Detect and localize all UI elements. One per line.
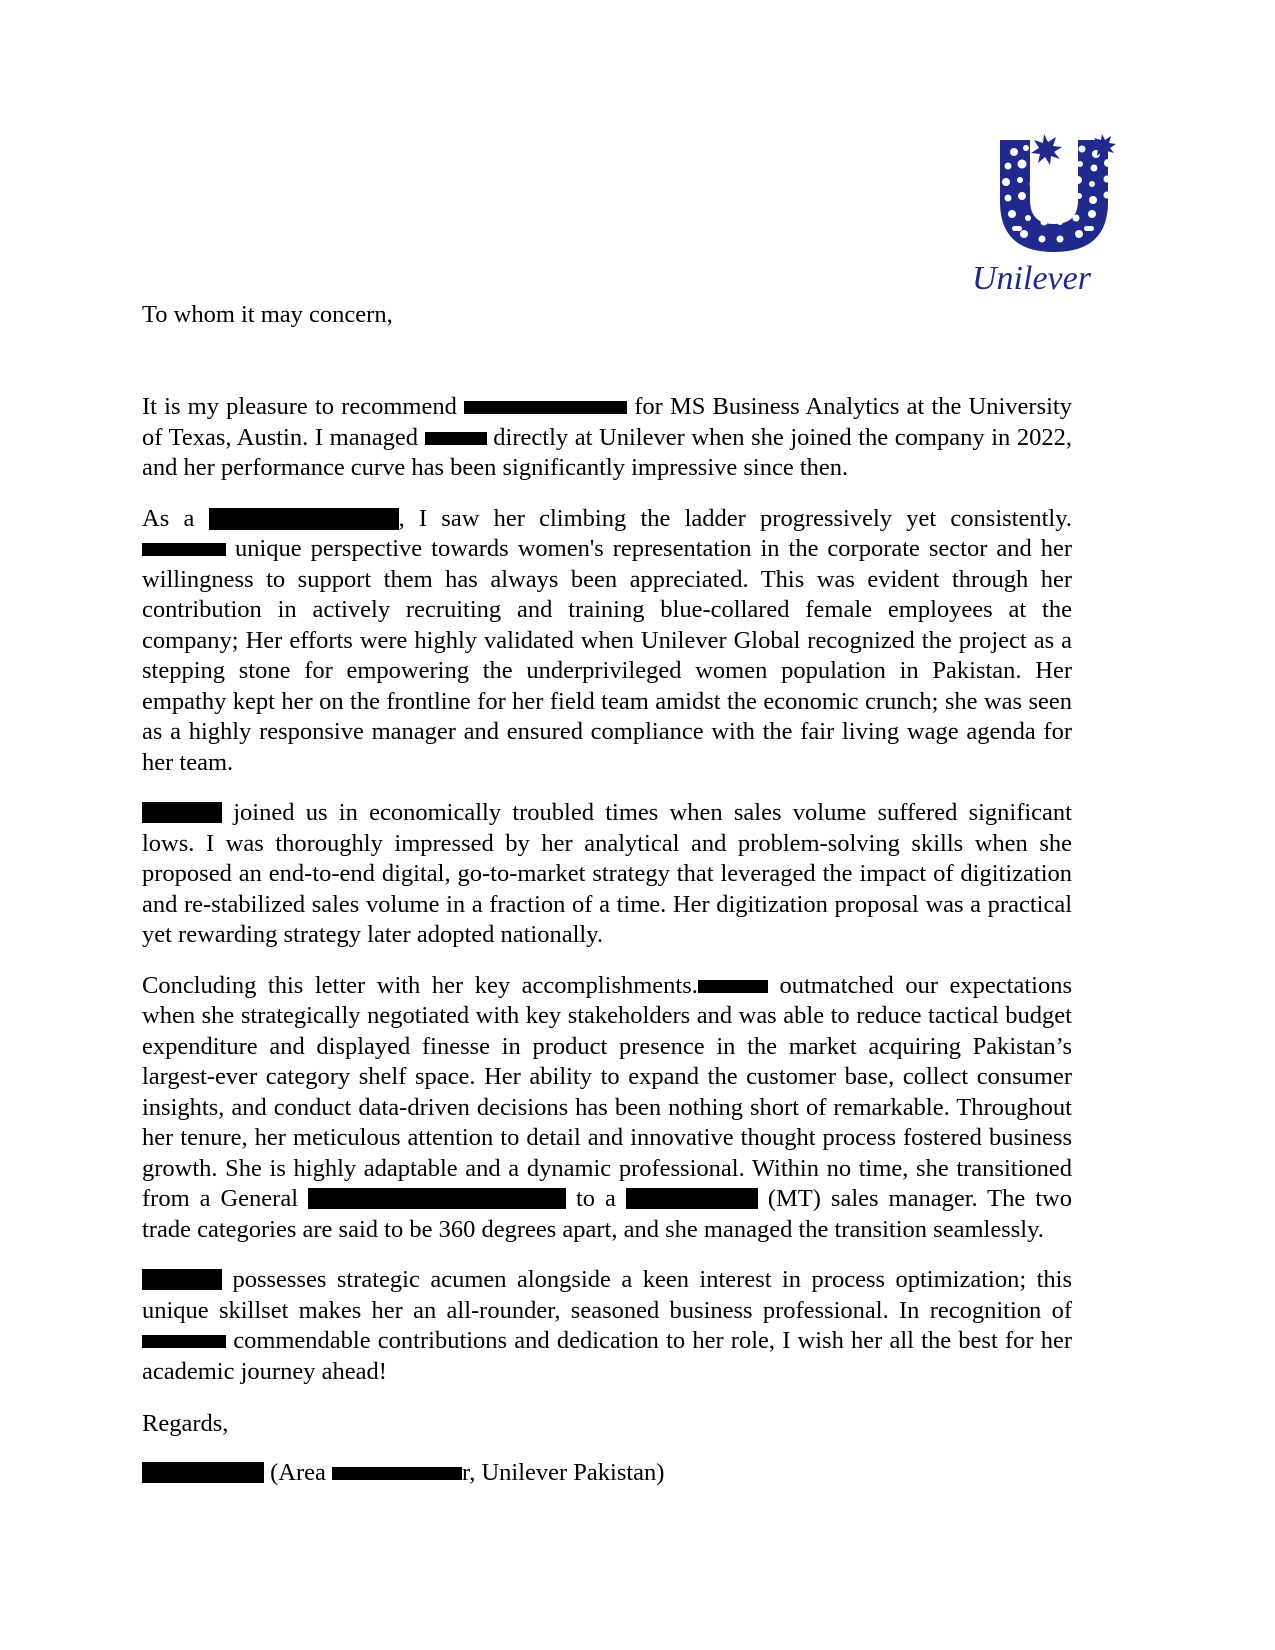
redaction-candidate-name-4 [698,980,768,993]
p4-segment-3: to a [565,1185,626,1212]
paragraph-1 [142,392,1072,484]
redaction-signer-role [332,1467,462,1480]
p4-segment-4: (MT) sales manager. The two trade categories are said to be 360 degrees apart, and she managed the transition seamlessly. [142,1185,1072,1243]
p1-segment-3: directly at Unilever when she joined the company in 2022, and her performance curve has been significantly impressive since then. [142,423,1072,481]
signature-line [142,1458,1072,1489]
p2-segment-2: , I saw her climbing the ladder progressively yet consistently. [398,504,1072,532]
salutation: To whom it may concern, [142,301,393,328]
svg-text:Unilever: Unilever [972,260,1091,297]
redaction-candidate-possessive [142,543,226,556]
redaction-signer-name [142,1462,264,1483]
p2-segment-3: unique perspective towards women's representation in the corporate sector and her willingness to support them has always been appreciated. This was evident through her contribution in actively recruiting and training blue-collared female employees at the company; Her efforts were highly validated when Unilever Global recognized the project as a stepping stone for empowering the underprivileged women population in Pakistan. Her empathy kept her on the frontline for her field team amidst the economic crunch; she was seen as a highly responsive manager and ensured compliance with the fair living wage agenda for her team. [142,535,1072,776]
redaction-author-title [209,508,399,530]
paragraph-5 [142,1265,1072,1387]
letter-body [142,300,1072,1488]
signature-segment-1: (Area [264,1458,333,1486]
p3-segment-1: joined us in economically troubled times when sales volume suffered significant lows. I was thoroughly impressed by her analytical and problem-solving skills when she proposed an end-to-end digital, go-to-market strategy that leveraged the impact of digitization and re-stabilized sales volume in a fraction of a time. Her digitization proposal was a practical yet rewarding strategy later adopted nationally. [142,799,1072,948]
paragraph-3 [142,798,1072,951]
p1-segment-1: It is my pleasure to recommend [142,393,465,420]
redaction-candidate-possessive-2 [142,1335,226,1348]
p5-segment-2: commendable contributions and dedication to her role, I wish her all the best for her academic journey ahead! [142,1327,1072,1385]
unilever-u-logo-icon [984,132,1124,260]
p5-segment-1: possesses strategic acumen alongside a keen interest in process optimization; this unique skillset makes her an all-rounder, seasoned business professional. In recognition of [142,1266,1072,1324]
redaction-candidate-name [464,401,627,414]
p4-segment-2: outmatched our expectations when she strategically negotiated with key stakeholders and was able to reduce tactical budget expenditure and displayed finesse in product presence in the market acquiring Pakistan’s largest-ever category shelf space. Her ability to expand the customer base, collect consumer insights, and conduct data-driven decisions has been nothing short of remarkable. Throughout her tenure, her meticulous attention to detail and innovative thought process fostered business growth. She is highly adaptable and a dynamic professional. Within no time, she transitioned from a General [142,971,1072,1212]
p2-segment-1: As a [142,504,209,532]
redaction-candidate-firstname [425,432,487,445]
p4-segment-1: Concluding this letter with her key accomplishments. [142,971,698,999]
p1-segment-2: for MS Business Analytics at the University of Texas, Austin. I managed [142,393,1072,451]
redaction-trade-category-to [626,1188,758,1209]
paragraph-4 [142,971,1072,1246]
signature-segment-2: r, Unilever Pakistan) [462,1458,665,1486]
paragraph-2 [142,504,1072,779]
letterhead [970,132,1140,302]
redaction-candidate-name-5 [142,1269,222,1290]
unilever-wordmark-icon [970,256,1140,300]
redaction-candidate-name-3 [142,802,222,823]
redaction-trade-category-from [308,1188,566,1209]
closing: Regards, [142,1410,229,1437]
